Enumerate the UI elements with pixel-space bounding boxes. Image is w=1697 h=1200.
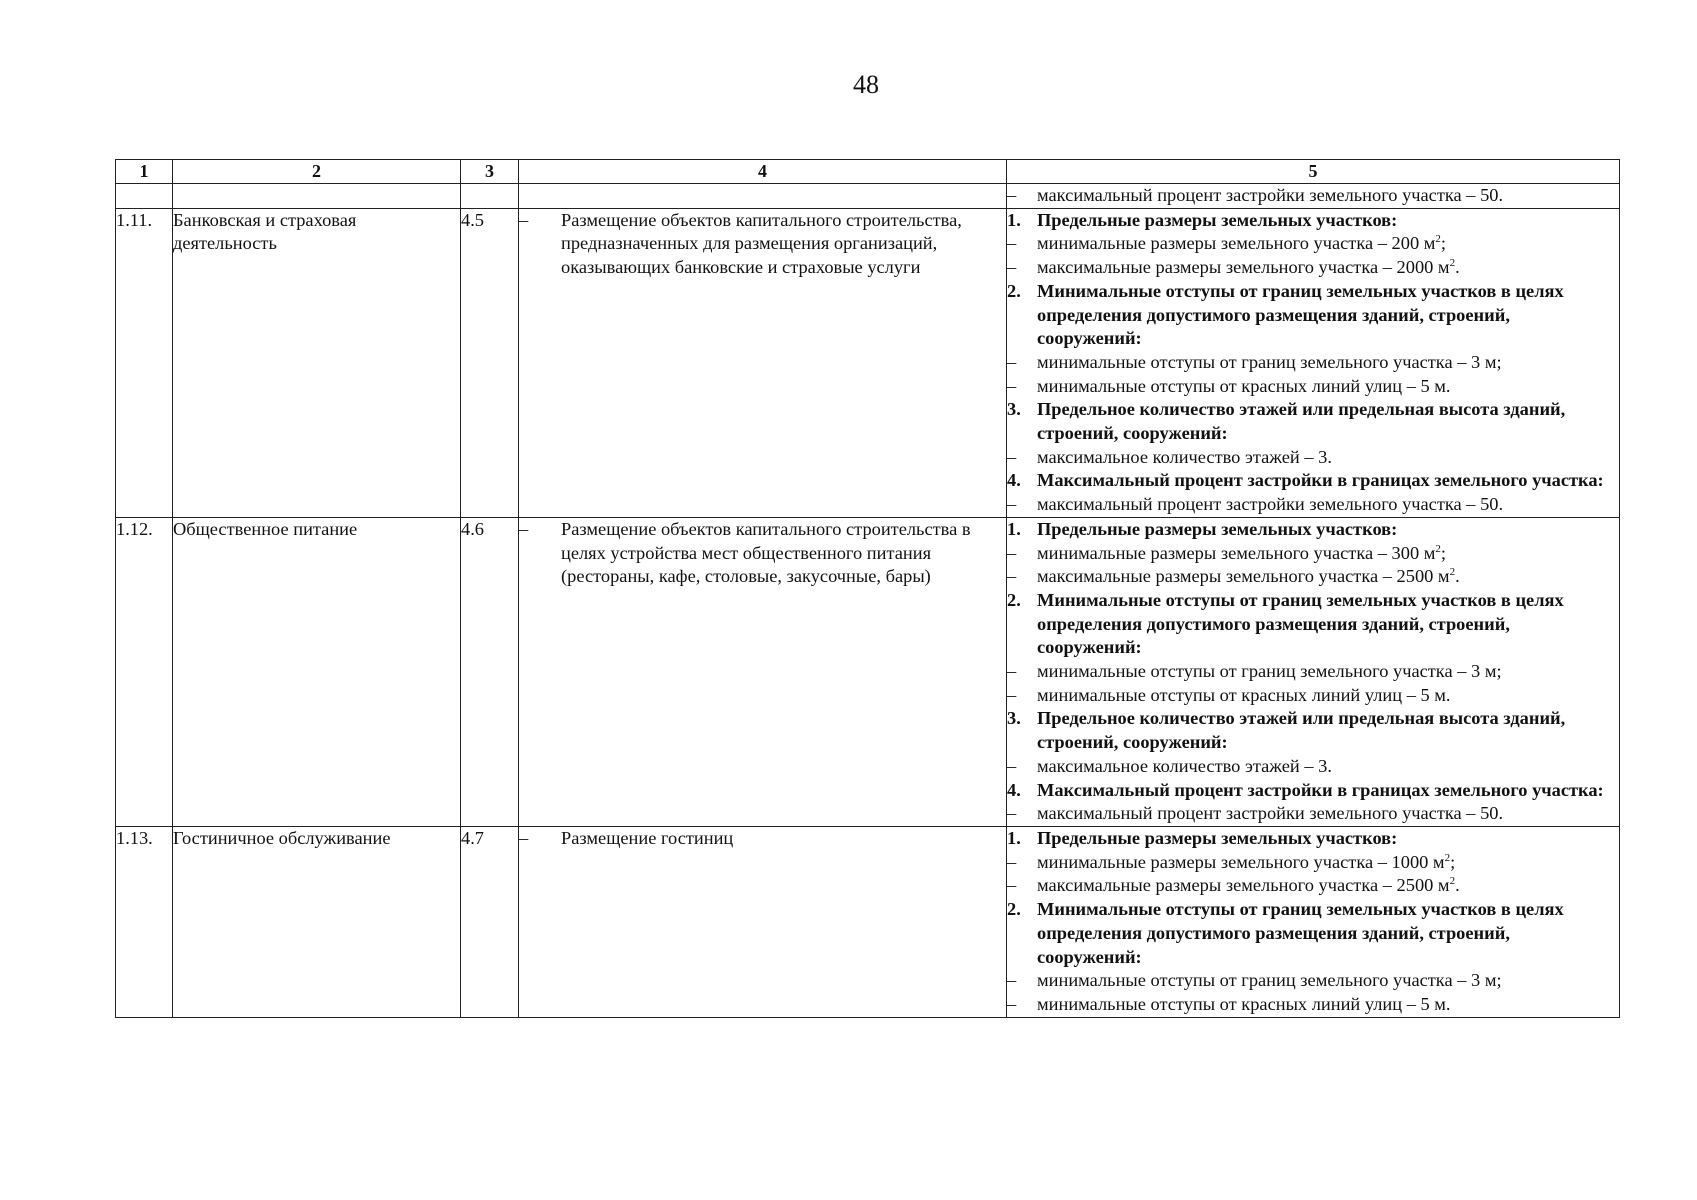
requirement-main-text: минимальные отступы от границ земельного участка – 3 м; (1037, 351, 1502, 372)
requirement-heading (1007, 280, 1619, 351)
column-header: 5 (1007, 160, 1620, 184)
number-marker: 3. (1007, 708, 1021, 729)
requirement-main-text: минимальные размеры земельного участка – 200 м (1037, 233, 1436, 254)
punctuation: ; (1450, 851, 1456, 872)
requirement-text (1037, 802, 1503, 826)
empty-cell (461, 184, 519, 209)
classifier-code: 4.5 (461, 208, 519, 517)
requirement-text (1037, 518, 1397, 542)
row-number: 1.12. (116, 517, 173, 826)
requirement-line (1007, 993, 1619, 1017)
requirement-line (1007, 446, 1619, 470)
description-cell (519, 517, 1007, 826)
dash-marker: – (1007, 566, 1017, 587)
requirement-line (1007, 565, 1619, 589)
requirement-text (1037, 851, 1455, 875)
dash-marker: – (519, 209, 529, 230)
column-header: 3 (461, 160, 519, 184)
dash-marker: – (1007, 875, 1017, 896)
table-header-row (116, 160, 1620, 184)
table-body (116, 184, 1620, 1018)
description-text: Размещение объектов капитального строительства, предназначенных для размещения организаций, оказывающих банковские и страховые услуги (561, 209, 962, 278)
requirement-line (1007, 375, 1619, 399)
requirement-heading (1007, 398, 1619, 445)
requirement-text (1037, 280, 1619, 351)
requirement-main-text: Максимальный процент застройки в границах земельного участка: (1037, 470, 1604, 491)
dash-marker: – (519, 518, 529, 539)
requirements-cell (1007, 184, 1620, 209)
requirement-main-text: Минимальные отступы от границ земельных участков в целях определения допустимого размещения зданий, строений, сооружений: (1037, 589, 1564, 658)
requirement-main-text: минимальные отступы от границ земельного участка – 3 м; (1037, 661, 1502, 682)
requirement-line (1007, 184, 1619, 208)
column-header: 2 (173, 160, 461, 184)
requirement-main-text: Минимальные отступы от границ земельных участков в целях определения допустимого размещения зданий, строений, сооружений: (1037, 899, 1564, 967)
requirement-heading (1007, 827, 1619, 851)
dash-marker: – (1007, 803, 1017, 824)
requirement-text (1037, 969, 1502, 993)
requirement-text (1037, 565, 1460, 589)
description-item (519, 827, 1006, 851)
dash-marker: – (1007, 233, 1017, 254)
requirement-line (1007, 851, 1619, 875)
requirement-text (1037, 375, 1451, 399)
punctuation: . (1455, 566, 1460, 587)
punctuation: . (1455, 875, 1460, 896)
requirement-text (1037, 209, 1397, 233)
dash-marker: – (1007, 351, 1017, 372)
requirement-text (1037, 660, 1502, 684)
table-row (116, 826, 1620, 1017)
requirement-main-text: минимальные отступы от красных линий улиц – 5 м. (1037, 375, 1451, 396)
requirement-main-text: минимальные размеры земельного участка – 1000 м (1037, 851, 1445, 872)
requirement-heading (1007, 898, 1619, 969)
table-row (116, 208, 1620, 517)
row-number: 1.11. (116, 208, 173, 517)
requirement-text (1037, 707, 1619, 754)
requirement-line (1007, 493, 1619, 517)
requirement-text (1037, 351, 1502, 375)
requirements-cell (1007, 517, 1620, 826)
requirement-text (1037, 874, 1460, 898)
number-marker: 1. (1007, 827, 1021, 848)
requirement-main-text: минимальные отступы от красных линий улиц – 5 м. (1037, 993, 1451, 1014)
requirement-main-text: максимальный процент застройки земельного участка – 50. (1037, 494, 1504, 515)
requirement-main-text: максимальные размеры земельного участка – 2000 м (1037, 257, 1450, 278)
superscript: 2 (1449, 875, 1456, 888)
requirement-heading (1007, 469, 1619, 493)
dash-marker: – (1007, 993, 1017, 1014)
requirement-main-text: минимальные отступы от красных линий улиц – 5 м. (1037, 684, 1451, 705)
number-marker: 4. (1007, 470, 1021, 491)
requirement-main-text: минимальные размеры земельного участка – 300 м (1037, 542, 1436, 563)
column-header: 4 (519, 160, 1007, 184)
requirement-text (1037, 493, 1503, 517)
requirement-main-text: максимальное количество этажей – 3. (1037, 446, 1332, 467)
description-cell (519, 826, 1007, 1017)
regulations-table (115, 159, 1620, 1018)
requirement-text (1037, 398, 1619, 445)
requirement-line (1007, 232, 1619, 256)
dash-marker: – (1007, 494, 1017, 515)
requirement-text (1037, 446, 1332, 470)
requirement-text (1037, 779, 1604, 803)
description-text: Размещение гостиниц (561, 827, 734, 848)
punctuation: ; (1440, 233, 1447, 254)
number-marker: 3. (1007, 399, 1021, 420)
continuation-row (116, 184, 1620, 209)
requirement-line (1007, 755, 1619, 779)
requirement-line (1007, 874, 1619, 898)
dash-marker: – (1007, 185, 1017, 205)
requirement-heading (1007, 779, 1619, 803)
requirement-text (1037, 827, 1397, 851)
empty-cell (116, 184, 173, 209)
dash-marker: – (519, 827, 529, 848)
superscript: 2 (1449, 256, 1456, 269)
requirement-line (1007, 256, 1619, 280)
requirement-main-text: Максимальный процент застройки в границах земельного участка: (1037, 779, 1604, 800)
requirement-heading (1007, 209, 1619, 233)
description-item (519, 209, 1006, 280)
requirement-main-text: максимальный процент застройки земельного участка – 50. (1037, 803, 1504, 824)
classifier-code: 4.7 (461, 826, 519, 1017)
requirement-text (1037, 542, 1446, 566)
table-row (116, 517, 1620, 826)
requirement-text (1037, 469, 1604, 493)
dash-marker: – (1007, 684, 1017, 705)
requirement-line (1007, 351, 1619, 375)
dash-marker: – (1007, 970, 1017, 991)
requirement-main-text: Предельные размеры земельных участков: (1037, 209, 1398, 230)
number-marker: 2. (1007, 280, 1021, 301)
description-cell (519, 208, 1007, 517)
empty-cell (173, 184, 461, 209)
requirement-main-text: минимальные отступы от границ земельного участка – 3 м; (1037, 970, 1502, 991)
requirement-line (1007, 542, 1619, 566)
requirement-text (1037, 898, 1619, 969)
empty-cell (519, 184, 1007, 209)
requirement-line (1007, 969, 1619, 993)
land-use-name: Гостиничное обслуживание (173, 826, 461, 1017)
requirement-main-text: максимальные размеры земельного участка – 2500 м (1037, 566, 1450, 587)
dash-marker: – (1007, 446, 1017, 467)
row-number: 1.13. (116, 826, 173, 1017)
requirement-text: максимальный процент застройки земельного участка – 50. (1037, 185, 1504, 205)
requirement-heading (1007, 707, 1619, 754)
requirement-main-text: Минимальные отступы от границ земельных участков в целях определения допустимого размещения зданий, строений, сооружений: (1037, 280, 1564, 349)
description-item (519, 518, 1006, 589)
punctuation: ; (1440, 542, 1447, 563)
dash-marker: – (1007, 851, 1017, 872)
requirement-text (1037, 993, 1451, 1017)
requirement-text (1037, 684, 1451, 708)
requirement-text (1037, 232, 1446, 256)
requirement-main-text: максимальные размеры земельного участка – 2500 м (1037, 875, 1450, 896)
land-use-name: Банковская и страховая деятельность (173, 208, 461, 517)
requirement-main-text: Предельное количество этажей или предельная высота зданий, строений, сооружений: (1037, 399, 1566, 444)
number-marker: 2. (1007, 899, 1021, 920)
requirement-main-text: Предельные размеры земельных участков: (1037, 518, 1398, 539)
requirement-heading (1007, 589, 1619, 660)
number-marker: 4. (1007, 779, 1021, 800)
classifier-code: 4.6 (461, 517, 519, 826)
dash-marker: – (1007, 755, 1017, 776)
requirement-heading (1007, 518, 1619, 542)
number-marker: 1. (1007, 209, 1021, 230)
requirement-line (1007, 684, 1619, 708)
dash-marker: – (1007, 661, 1017, 682)
requirement-text (1037, 589, 1619, 660)
requirement-main-text: Предельные размеры земельных участков: (1037, 827, 1398, 848)
superscript: 2 (1449, 566, 1456, 579)
requirement-line (1007, 802, 1619, 826)
dash-marker: – (1007, 542, 1017, 563)
requirement-main-text: Предельное количество этажей или предельная высота зданий, строений, сооружений: (1037, 708, 1566, 753)
requirements-cell (1007, 208, 1620, 517)
superscript: 2 (1435, 233, 1441, 246)
description-text: Размещение объектов капитального строительства в целях устройства мест общественного питания (рестораны, кафе, столовые, закусочные, бары) (561, 518, 971, 587)
requirement-line (1007, 660, 1619, 684)
requirements-cell (1007, 826, 1620, 1017)
land-use-name: Общественное питание (173, 517, 461, 826)
number-marker: 1. (1007, 518, 1021, 539)
dash-marker: – (1007, 257, 1017, 278)
number-marker: 2. (1007, 589, 1021, 610)
requirement-main-text: максимальное количество этажей – 3. (1037, 755, 1332, 776)
punctuation: . (1455, 257, 1460, 278)
superscript: 2 (1435, 542, 1441, 555)
requirement-text (1037, 256, 1460, 280)
page-number: 48 (853, 70, 879, 99)
superscript: 2 (1444, 851, 1451, 864)
column-header: 1 (116, 160, 173, 184)
dash-marker: – (1007, 375, 1017, 396)
requirement-text (1037, 755, 1332, 779)
